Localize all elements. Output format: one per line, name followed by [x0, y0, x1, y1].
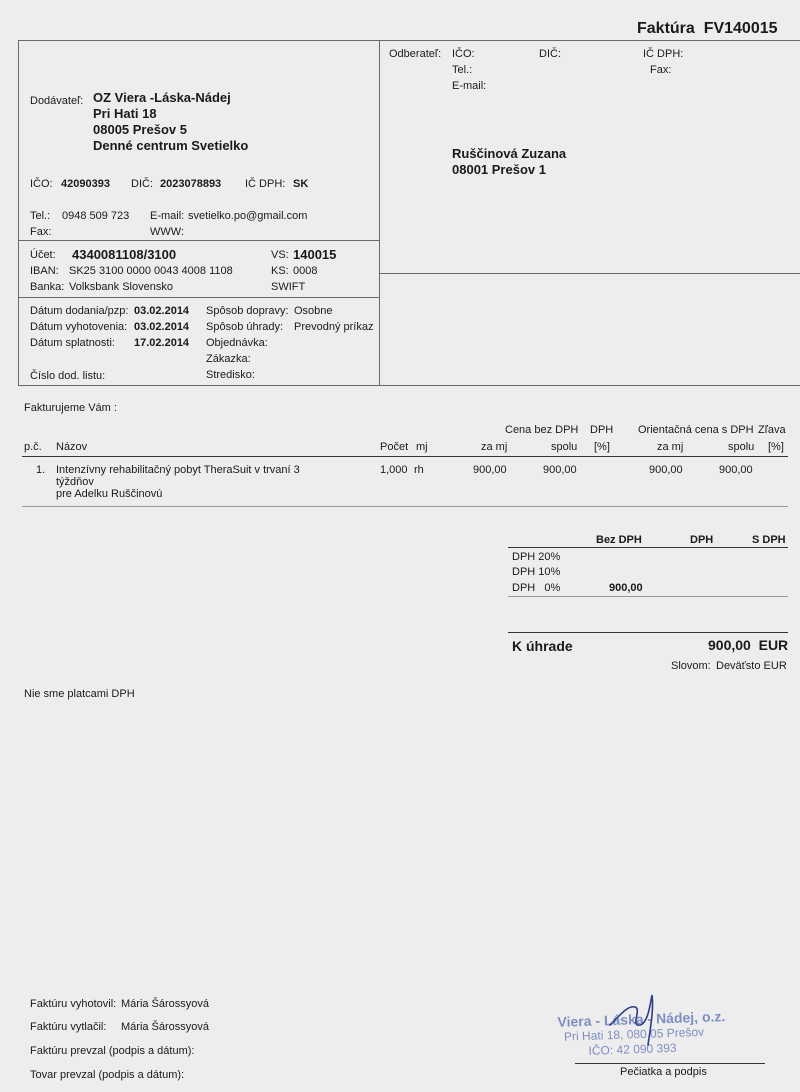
date-splatnosti: 17.02.2014: [134, 337, 190, 349]
doprava-label: Spôsob dopravy:: [206, 305, 289, 317]
customer-city: 08001 Prešov 1: [452, 162, 546, 177]
invoice-number: FV140015: [703, 20, 778, 37]
customer-icdph-label: IČ DPH:: [643, 48, 684, 60]
stamp-line-3: IČO: 42 090 393: [588, 1040, 677, 1058]
supplier-email-label: E-mail:: [150, 210, 185, 222]
stamp-line-2: Pri Hati 18, 080 05 Prešov: [563, 1024, 705, 1044]
customer-label: Odberateľ:: [389, 48, 442, 60]
vat-row-0-bez: 900,00: [609, 582, 643, 594]
vyhotovil-name: Mária Šárossyová: [121, 998, 210, 1010]
supplier-city: 08005 Prešov 5: [93, 122, 187, 137]
row-nazov-line-3: pre Adelku Ruščinovú: [56, 488, 163, 500]
vat-col-s: S DPH: [752, 534, 786, 546]
vat-bottom-rule: [508, 596, 788, 597]
invoice-title: [637, 20, 778, 38]
col-za-mj: za mj: [481, 441, 508, 453]
bank-ks-label: KS:: [271, 265, 289, 277]
col-orient-spolu: spolu: [728, 441, 755, 453]
intro-text: Fakturujeme Vám :: [24, 402, 117, 414]
vat-col-bez: Bez DPH: [596, 534, 642, 546]
supplier-unit: Denné centrum Svetielko: [93, 138, 249, 153]
vat-note: Nie sme platcami DPH: [24, 688, 135, 700]
stamp-line-1: Viera - Láska - Nádej, o.z.: [557, 1008, 726, 1030]
col-mj: mj: [416, 441, 428, 453]
customer-separator: [379, 273, 800, 274]
customer-name: Ruščinová Zuzana: [452, 146, 567, 161]
total-label: K úhrade: [512, 638, 573, 654]
box-middle-border: [379, 40, 380, 386]
supplier-fax-label: Fax:: [30, 226, 52, 238]
row-za-mj: 900,00: [473, 464, 507, 476]
pecatka-label: Pečiatka a podpis: [620, 1066, 707, 1078]
date-dodania: 03.02.2014: [134, 305, 190, 317]
row-mj: rh: [414, 464, 424, 476]
row-spolu: 900,00: [543, 464, 577, 476]
row-nazov: [56, 464, 300, 500]
vat-row-20-label: DPH 20%: [512, 551, 561, 563]
date-vyhotovenia: 03.02.2014: [134, 321, 190, 333]
bank-iban: SK25 3100 0000 0043 4008 1108: [69, 265, 233, 277]
vat-header-rule: [508, 547, 788, 548]
tovar-label: Tovar prevzal (podpis a dátum):: [30, 1069, 185, 1081]
supplier-street: Pri Hati 18: [93, 106, 157, 121]
prevzal-label: Faktúru prevzal (podpis a dátum):: [30, 1045, 195, 1057]
slovom-value: Deväťsto EUR: [716, 660, 787, 672]
dates-separator: [18, 297, 379, 298]
total-amount: 900,00 EUR: [708, 637, 789, 653]
invoice-title-label: Faktúra: [637, 20, 695, 37]
vytlacil-name: Mária Šárossyová: [121, 1021, 210, 1033]
customer-address: [452, 146, 566, 178]
supplier-address: [93, 90, 248, 154]
customer-ico-label: IČO:: [452, 48, 475, 60]
dod-list-label: Číslo dod. listu:: [30, 370, 106, 382]
zakazka-label: Zákazka:: [206, 353, 251, 365]
bank-separator: [18, 240, 379, 241]
row-pocet: 1,000: [380, 464, 408, 476]
col-orient-za-mj: za mj: [657, 441, 684, 453]
row-pc: 1.: [36, 464, 46, 476]
bank-vs-label: VS:: [271, 249, 289, 261]
row-orient-spolu: 900,00: [719, 464, 753, 476]
bank-iban-label: IBAN:: [30, 265, 59, 277]
customer-tel-label: Tel.:: [452, 64, 473, 76]
supplier-tel-label: Tel.:: [30, 210, 51, 222]
supplier-label: Dodávateľ:: [30, 95, 84, 107]
vat-col-dph: DPH: [690, 534, 714, 546]
col-zlava-pct: [%]: [768, 441, 784, 453]
total-rule: [508, 632, 788, 633]
col-zlava: Zľava: [758, 424, 786, 436]
vytlacil-label: Faktúru vytlačil:: [30, 1021, 107, 1033]
bank-vs: 140015: [293, 247, 337, 262]
supplier-www-label: WWW:: [150, 226, 185, 238]
supplier-icdph: SK: [293, 178, 309, 190]
supplier-ico-label: IČO:: [30, 178, 53, 190]
customer-fax-label: Fax:: [650, 64, 672, 76]
box-bottom-border: [18, 385, 800, 386]
table-row-rule: [22, 506, 788, 507]
date-splatnosti-label: Dátum splatnosti:: [30, 337, 115, 349]
row-orient-za-mj: 900,00: [649, 464, 683, 476]
col-nazov: Názov: [56, 441, 88, 453]
supplier-name: OZ Viera -Láska-Nádej: [93, 90, 231, 105]
signature-line: [575, 1063, 765, 1064]
objednavka-label: Objednávka:: [206, 337, 268, 349]
supplier-dic: 2023078893: [160, 178, 222, 190]
stredisko-label: Stredisko:: [206, 369, 255, 381]
date-dodania-label: Dátum dodania/pzp:: [30, 305, 129, 317]
signature-icon: [600, 985, 680, 1060]
box-top-border: [18, 40, 800, 41]
doprava: Osobne: [294, 305, 333, 317]
bank-ucet: 4340081108/3100: [72, 247, 177, 262]
slovom-label: Slovom:: [671, 660, 711, 672]
date-vyhotovenia-label: Dátum vyhotovenia:: [30, 321, 128, 333]
col-cena-bez-dph: Cena bez DPH: [505, 424, 579, 436]
vat-row-10-label: DPH 10%: [512, 566, 561, 578]
row-nazov-line-2: týždňov: [56, 476, 94, 488]
supplier-ico: 42090393: [61, 178, 110, 190]
supplier-icdph-label: IČ DPH:: [245, 178, 286, 190]
supplier-email: svetielko.po@gmail.com: [188, 210, 308, 222]
supplier-dic-label: DIČ:: [131, 178, 153, 190]
col-dph: DPH: [590, 424, 614, 436]
col-spolu: spolu: [551, 441, 578, 453]
vat-row-0-label: DPH 0%: [512, 582, 561, 594]
uhrada: Prevodný príkaz: [294, 321, 374, 333]
customer-dic-label: DIČ:: [539, 48, 561, 60]
supplier-tel: 0948 509 723: [62, 210, 130, 222]
col-pc: p.č.: [24, 441, 42, 453]
row-nazov-line-1: Intenzívny rehabilitačný pobyt TheraSuit v trvaní 3: [56, 464, 300, 476]
table-header-rule: [22, 456, 788, 457]
bank-banka-label: Banka:: [30, 281, 65, 293]
customer-email-label: E-mail:: [452, 80, 487, 92]
col-pocet: Počet: [380, 441, 409, 453]
bank-ucet-label: Účet:: [30, 249, 56, 261]
bank-banka: Volksbank Slovensko: [69, 281, 173, 293]
bank-swift-label: SWIFT: [271, 281, 306, 293]
col-orientacna-cena: Orientačná cena s DPH: [638, 424, 754, 436]
bank-ks: 0008: [293, 265, 318, 277]
vyhotovil-label: Faktúru vyhotovil:: [30, 998, 117, 1010]
box-left-border: [18, 40, 19, 386]
uhrada-label: Spôsob úhrady:: [206, 321, 284, 333]
col-pct: [%]: [594, 441, 610, 453]
